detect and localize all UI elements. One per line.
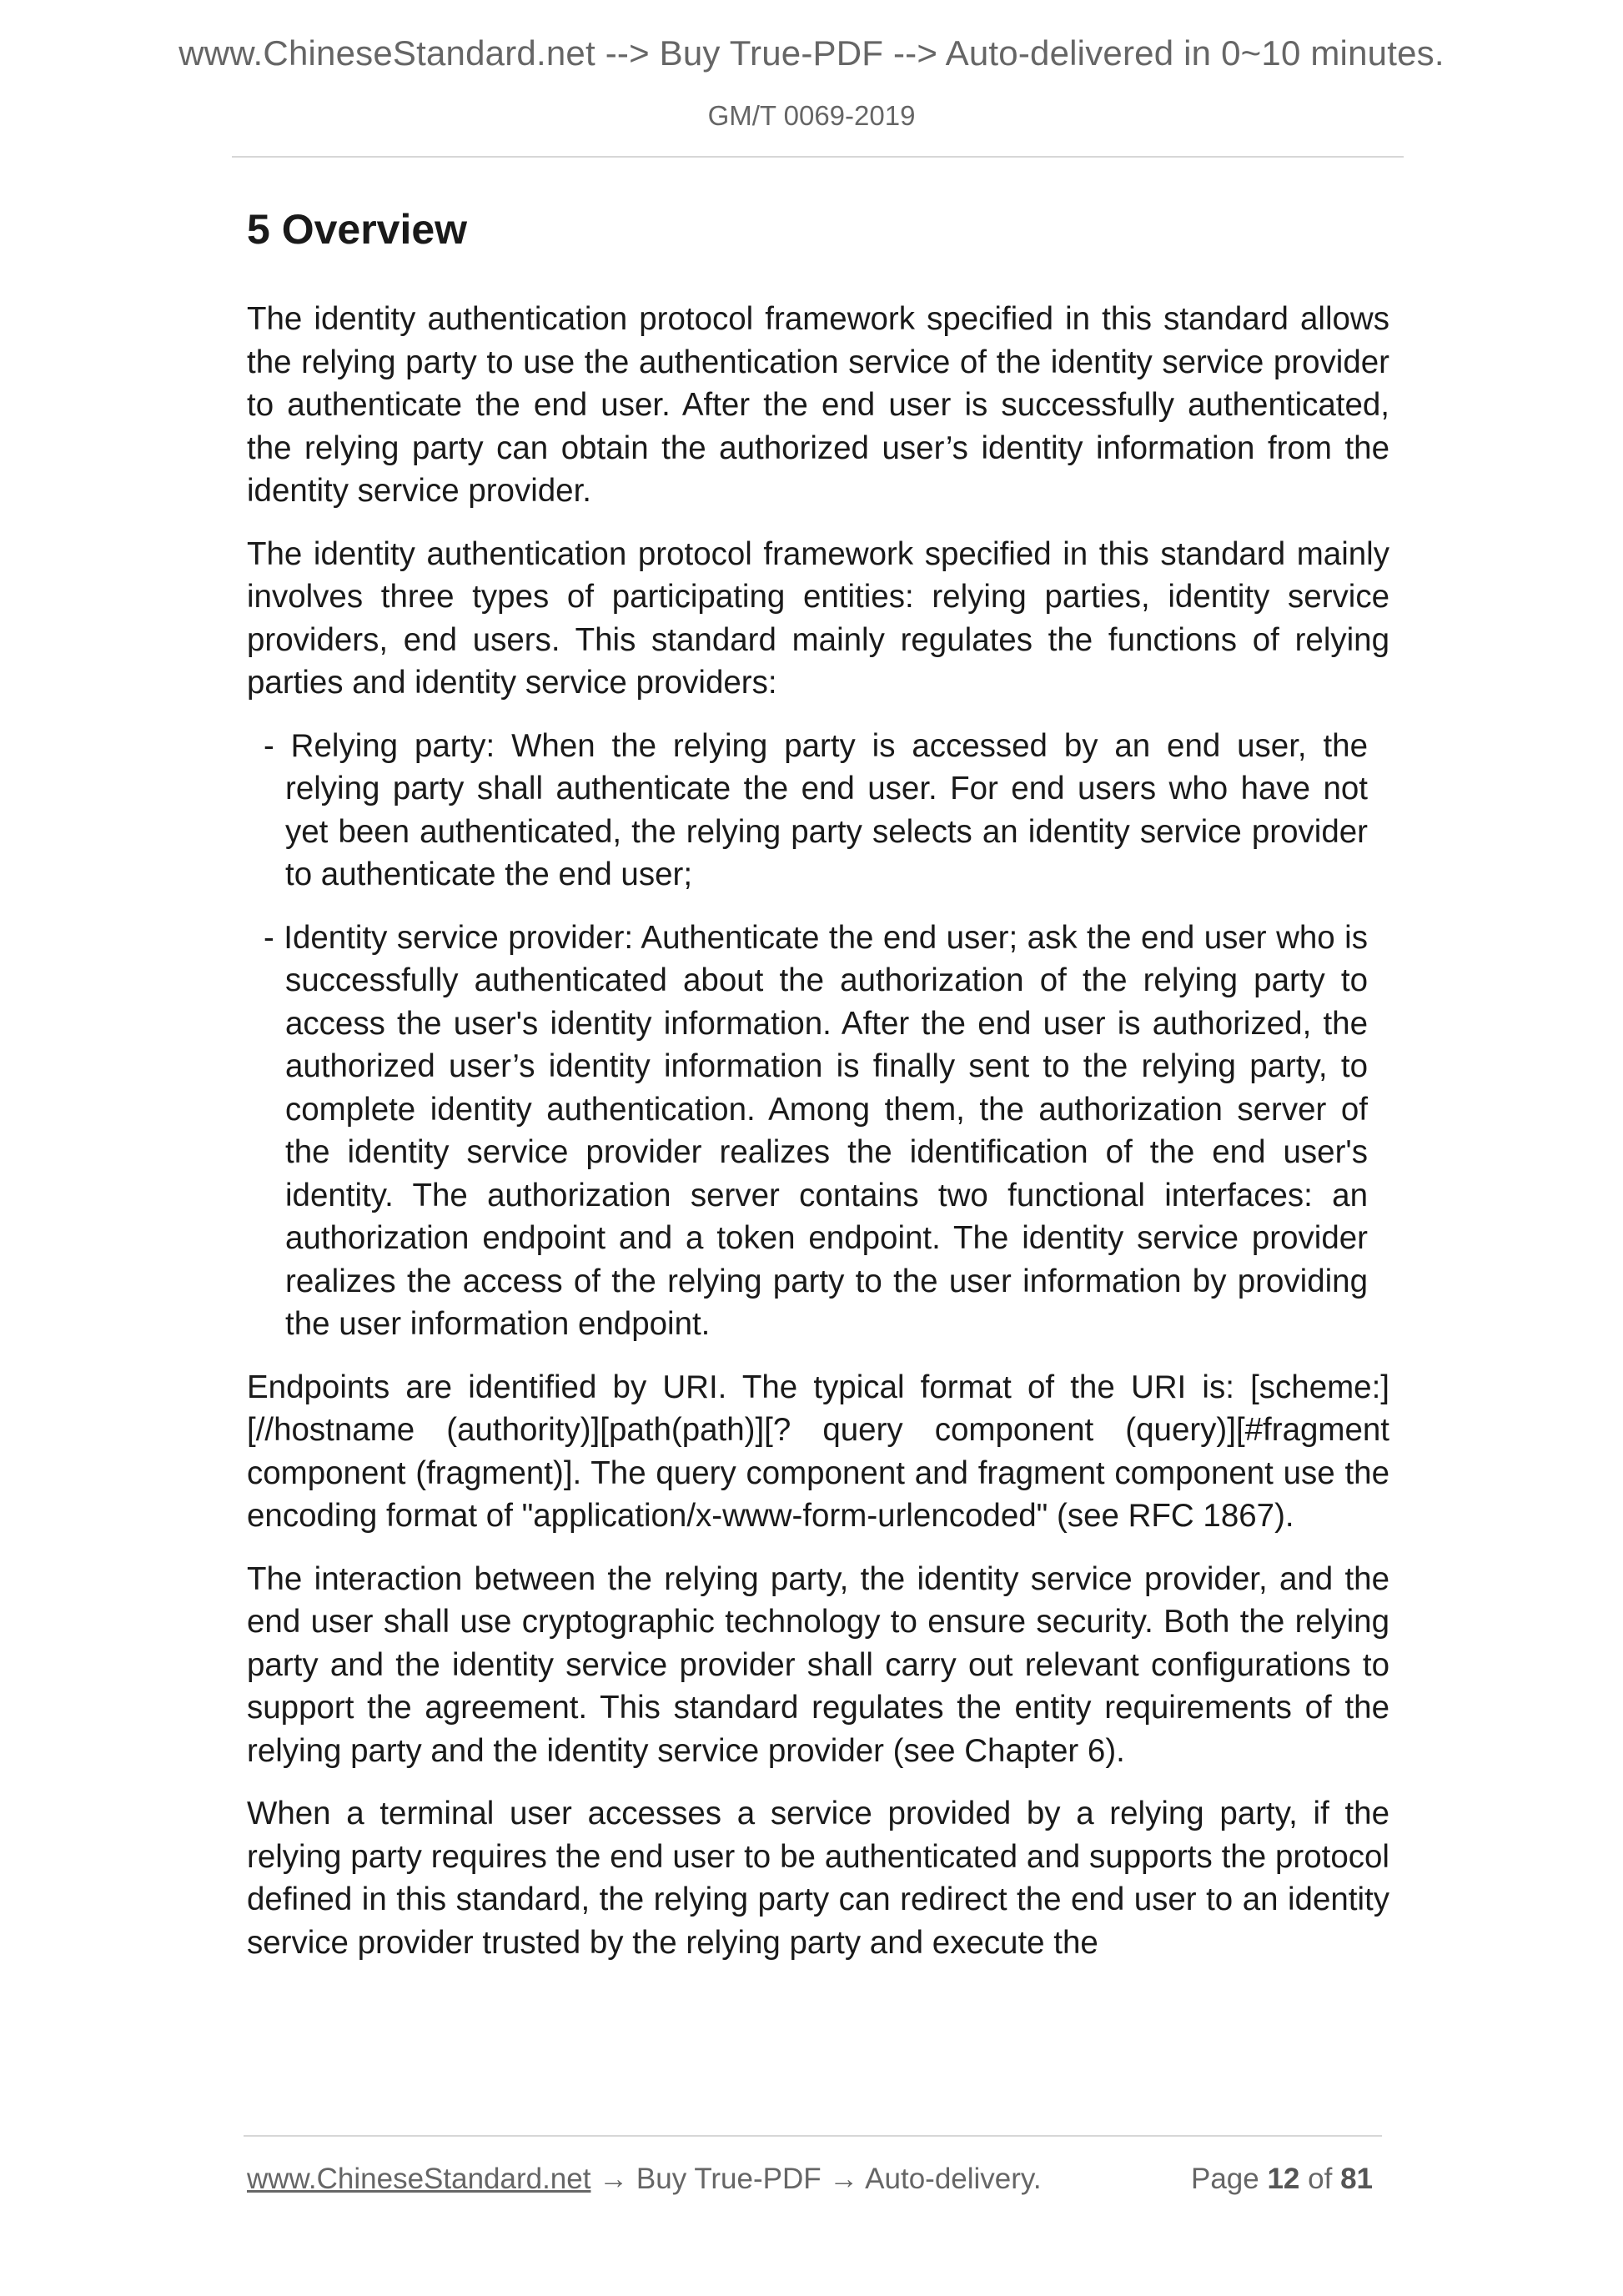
standard-code: GM/T 0069-2019 [707,100,916,131]
list-item-identity-service-provider: - Identity service provider: Authenticate the end user; ask the end user who is successfully authenticated about the authorization of the relying party to access the user's identity information. After the end user is authorized, the authorized user’s identity information is finally sent to the relying party, to complete identity authentication. Among them, the authorization server of the identity service provider realizes the identification of the end user's identity. The authorization server contains two functional interfaces: an authorization endpoint and a token endpoint. The identity service provider realizes the access of the relying party to the user information by providing the user information endpoint. [264,919,1368,1342]
footer-trail-text: → Buy True-PDF → Auto-delivery. [590,2163,1042,2195]
paragraph: When a terminal user accesses a service provided by a relying party, if the relying party requires the end user to be authenticated and supports the protocol defined in this standard, the relying party can redirect the end user to an identity service provider trusted by the relying party and execute the [247,1796,1389,1961]
total-pages: 81 [1340,2163,1373,2195]
of-label: of [1308,2163,1333,2195]
paragraph: The identity authentication protocol framework specified in this standard allows the relying party to use the authentication service of the identity service provider to authenticate the end user. After the end user is successfully authenticated, the relying party can obtain the authorized user’s identity information from the identity service provider. [247,301,1389,509]
site-banner: www.ChineseStandard.net --> Buy True-PDF --> Auto-delivered in 0~10 minutes. [178,33,1445,73]
page-body [247,204,1389,1984]
paragraph: Endpoints are identified by URI. The typical format of the URI is: [scheme:][//hostname (authority)][path(path)][? query component (query)][#fragment component (fragment)]. The query component and fragment component use the encoding format of "application/x-www-form-urlencoded" (see RFC 1867). [247,1369,1389,1534]
page-number: 12 [1267,2163,1300,2195]
footer-site-link[interactable]: www.ChineseStandard.net [247,2163,591,2195]
page-indicator [1191,2163,1373,2196]
footer-divider [244,2135,1382,2137]
section-heading: 5 Overview [247,206,468,253]
page-label: Page [1190,2163,1259,2195]
page-footer [247,2163,1379,2196]
paragraph: The interaction between the relying party, the identity service provider, and the end user shall use cryptographic technology to ensure security. Both the relying party and the identity service provider shall carry out relevant configurations to support the agreement. This standard regulates the entity requirements of the relying party and the identity service provider (see Chapter 6). [247,1560,1389,1769]
list-item-relying-party: - Relying party: When the relying party is accessed by an end user, the relying party shall authenticate the end user. For end users who have not yet been authenticated, the relying party selects an identity service provider to authenticate the end user; [264,727,1368,892]
header-divider [232,156,1404,158]
paragraph: The identity authentication protocol framework specified in this standard mainly involves three types of participating entities: relying parties, identity service providers, end users. This standard mainly regulates the functions of relying parties and identity service providers: [247,535,1389,701]
